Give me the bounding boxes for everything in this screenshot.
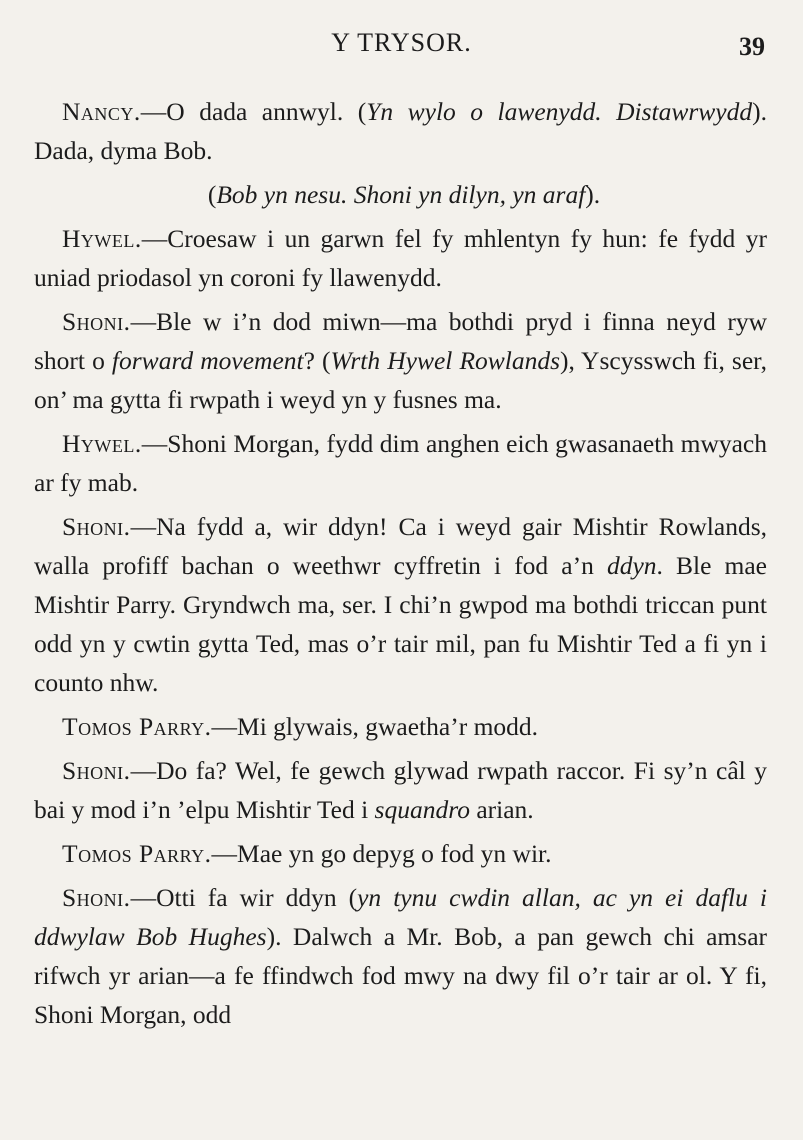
- speaker-name: Shoni.: [62, 883, 131, 912]
- paragraph-nancy-speech: [34, 92, 767, 170]
- speech-text: —Otti fa wir ddyn (: [130, 883, 358, 912]
- page-header: [0, 28, 803, 64]
- speaker-name: Shoni.: [62, 307, 131, 336]
- speech-text: —Na fydd a, wir ddyn! Ca i weyd gair Mishtir Rowlands, walla profiff bachan o weethwr cyffretin i fod a’n: [34, 512, 767, 580]
- speaker-name: Nancy.: [62, 97, 141, 126]
- paragraph-stage-direction: [94, 175, 714, 214]
- paragraph-tomos-speech: [34, 834, 767, 873]
- speech-text: arian.: [469, 795, 534, 824]
- speech-text: —Ble w i’n dod miwn—ma bothdi pryd i finna neyd ryw short o: [34, 307, 767, 375]
- speech-text: —Mae yn go depyg o fod yn wir.: [211, 839, 552, 868]
- running-head: Y TRYSOR.: [331, 28, 472, 57]
- paragraph-shoni-speech: [34, 507, 767, 702]
- paragraph-shoni-speech: [34, 302, 767, 419]
- paragraph-shoni-speech: [34, 878, 767, 1034]
- stage-direction: Bob yn nesu. Shoni yn dilyn, yn araf: [216, 180, 586, 209]
- speech-text: —Do fa? Wel, fe gewch glywad rwpath raccor. Fi sy’n câl y bai y mod i’n ’elpu Mishtir Ted i: [34, 756, 767, 824]
- paragraph-shoni-speech: [34, 751, 767, 829]
- speech-text: —Croesaw i un garwn fel fy mhlentyn fy hun: fe fydd yr uniad priodasol yn coroni fy llawenydd.: [34, 224, 767, 292]
- speech-text: —Shoni Morgan, fydd dim anghen eich gwasanaeth mwyach ar fy mab.: [34, 429, 767, 497]
- paren-open: (: [207, 180, 217, 209]
- paragraph-hywel-speech: [34, 424, 767, 502]
- stage-direction: Yn wylo o lawenydd. Distawrwydd: [366, 97, 753, 126]
- stage-direction: Wrth Hywel Rowlands: [330, 346, 561, 375]
- speech-text: ). Dada, dyma Bob.: [34, 97, 767, 165]
- italic-phrase: forward movement: [111, 346, 304, 375]
- speech-text: . Ble mae Mishtir Parry. Gryndwch ma, ser. I chi’n gwpod ma bothdi triccan punt odd yn y cwtin gytta Ted, mas o’r tair mil, pan fu Mishtir Ted a fi yn i counto nhw.: [34, 551, 767, 697]
- paragraph-tomos-speech: [34, 707, 767, 746]
- speech-text: ? (: [303, 346, 331, 375]
- body-text: [34, 92, 767, 1039]
- italic-phrase: ddyn: [606, 551, 657, 580]
- speech-text: ). Dalwch a Mr. Bob, a pan gewch chi amsar rifwch yr arian—a fe ffindwch fod mwy na dwy fil o’r tair ar ol. Y fi, Shoni Morgan, odd: [34, 922, 768, 1029]
- speech-text: —O dada annwyl. (: [140, 97, 367, 126]
- speaker-name: Shoni.: [62, 756, 131, 785]
- page-number: 39: [739, 32, 765, 61]
- speech-text: —Mi glywais, gwaetha’r modd.: [211, 712, 539, 741]
- speaker-name: Hywel.: [62, 429, 142, 458]
- paren-close: ).: [585, 180, 601, 209]
- speaker-name: Tomos Parry.: [62, 712, 212, 741]
- speaker-name: Shoni.: [62, 512, 131, 541]
- speaker-name: Hywel.: [62, 224, 142, 253]
- stage-direction: yn tynu cwdin allan, ac yn ei daflu i ddwylaw Bob Hughes: [34, 883, 767, 951]
- speaker-name: Tomos Parry.: [62, 839, 212, 868]
- speech-text: ), Yscysswch fi, ser, on’ ma gytta fi rwpath i weyd yn y fusnes ma.: [34, 346, 767, 414]
- italic-phrase: squandro: [374, 795, 470, 824]
- paragraph-hywel-speech: [34, 219, 767, 297]
